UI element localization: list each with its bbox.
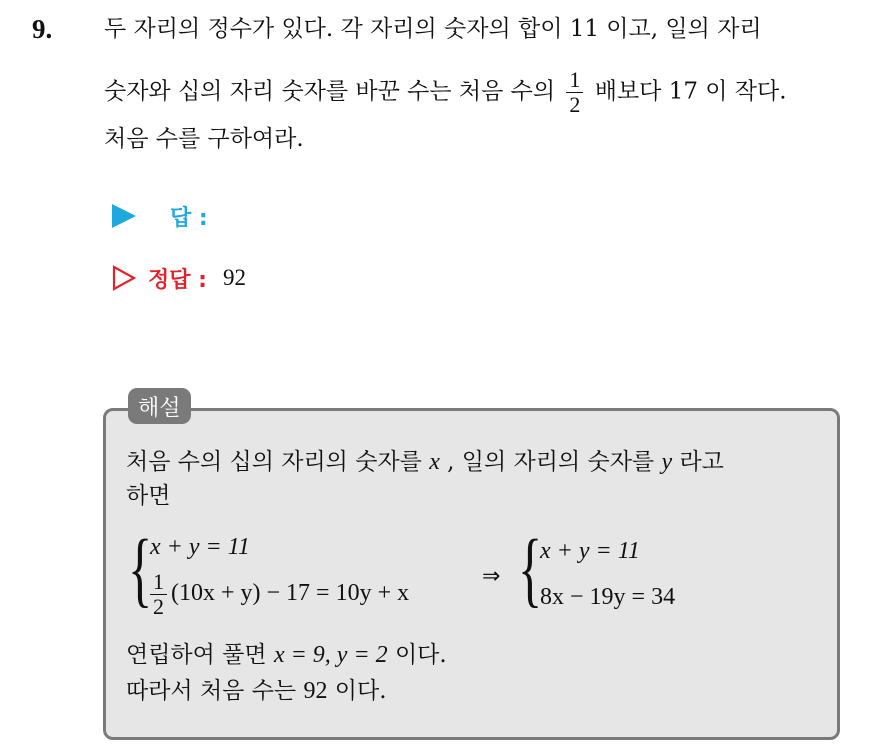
solution-text-4b: 이다. — [334, 678, 387, 704]
solution-tab-label: 해설 — [138, 395, 181, 421]
question-line-2 — [104, 68, 787, 117]
outline-triangle-icon — [112, 265, 136, 291]
right-brace: { — [518, 523, 543, 616]
question-text-3: 처음 수를 구하여라. — [104, 126, 304, 152]
variable-x: x — [429, 449, 440, 475]
answer-label: 답 : — [170, 205, 208, 231]
solution-result-math: x = 9, y = 2 — [273, 642, 388, 668]
solution-line-4 — [126, 676, 387, 706]
left-eq2-frac-num: 1 — [150, 570, 167, 595]
solution-text-4a: 따라서 처음 수는 — [126, 678, 297, 704]
left-brace: { — [128, 523, 153, 616]
question-line-1 — [104, 14, 762, 44]
solution-final-number: 92 — [303, 678, 328, 704]
solution-text-3a: 연립하여 풀면 — [126, 642, 267, 668]
solution-line-2 — [126, 481, 170, 511]
right-eq1-text: x + y = 11 — [540, 538, 640, 564]
solution-line-3 — [126, 640, 447, 670]
fraction-numerator: 1 — [566, 68, 583, 93]
implies-arrow: ⇒ — [482, 564, 501, 589]
fraction-denominator: 2 — [569, 92, 581, 117]
play-triangle-icon — [112, 204, 136, 228]
question-line-3 — [104, 124, 304, 154]
solution-text-2: 하면 — [126, 483, 171, 509]
left-system-eq1 — [150, 534, 250, 561]
left-eq2-frac-den: 2 — [153, 594, 164, 619]
solution-text-1b: , 일의 자리의 숫자를 — [447, 449, 655, 475]
right-system-eq1 — [540, 538, 640, 565]
left-system-eq2 — [150, 570, 409, 619]
question-text-1: 두 자리의 정수가 있다. 각 자리의 숫자의 합이 11 이고, 일의 자리 — [104, 16, 762, 42]
solution-tab — [128, 388, 191, 424]
right-system-eq2 — [540, 584, 675, 611]
question-text-2a: 숫자와 십의 자리 숫자를 바꾼 수는 처음 수의 — [104, 78, 556, 105]
variable-y: y — [661, 449, 673, 475]
question-text-2b: 배보다 17 이 작다. — [594, 78, 787, 105]
solution-text-3b: 이다. — [394, 642, 447, 668]
question-number: 9. — [32, 14, 53, 44]
left-eq2-rest: (10x + y) − 17 = 10y + x — [171, 580, 410, 607]
left-eq1-text: x + y = 11 — [150, 534, 250, 560]
answer-row — [112, 198, 208, 234]
solution-line-1 — [126, 447, 724, 477]
correct-answer-label: 정답 : — [148, 267, 207, 293]
solution-text-1c: 라고 — [679, 449, 724, 475]
right-eq2-text: 8x − 19y = 34 — [540, 584, 676, 610]
left-eq2-fraction — [150, 570, 167, 619]
question-fraction — [566, 68, 583, 117]
correct-answer-value: 92 — [222, 265, 246, 290]
solution-text-1a: 처음 수의 십의 자리의 숫자를 — [126, 449, 422, 475]
correct-answer-row — [112, 260, 246, 296]
